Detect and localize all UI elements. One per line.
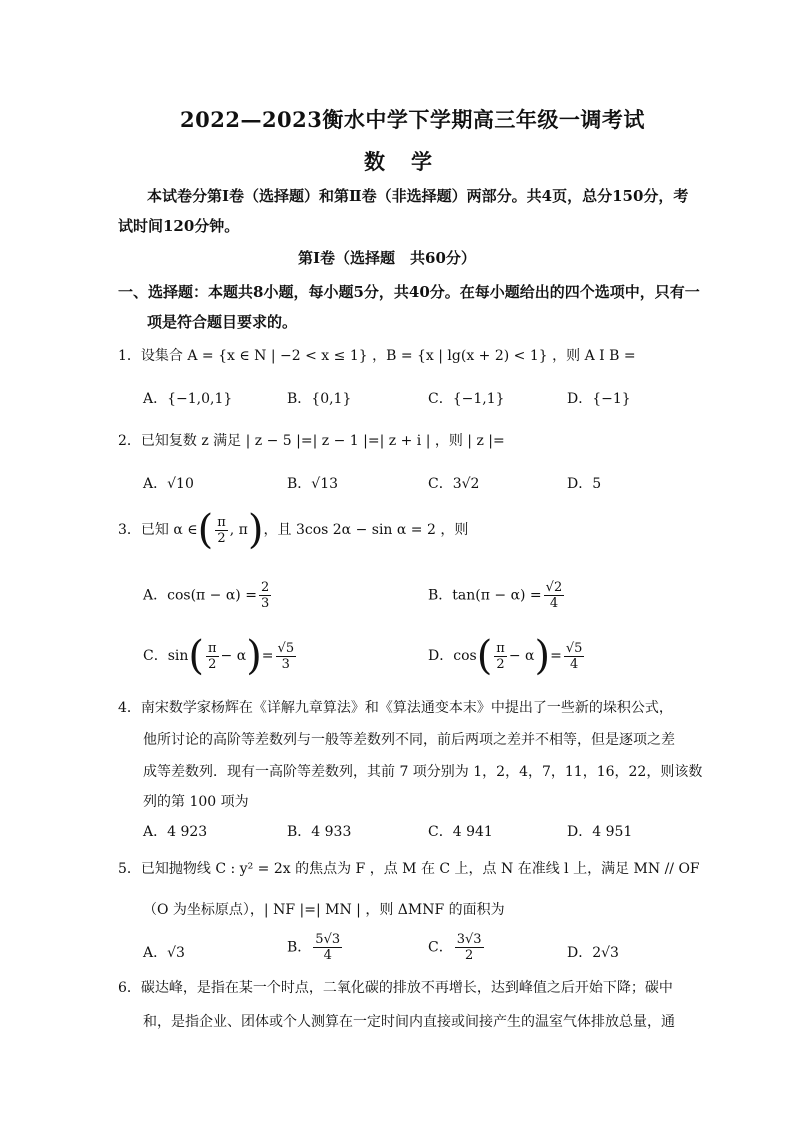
question-4-option-a: A．4 923 [143, 824, 208, 840]
question-1-option-b: B．{0,1} [287, 391, 352, 407]
question-4-line2: 他所讨论的高阶等差数列与一般等差数列不同，前后两项之差并不相等，但是逐项之差 [143, 732, 675, 748]
question-2-option-d: D．5 [567, 476, 602, 492]
subject-title: 数学 [364, 149, 458, 174]
question-2-option-c: C．3√2 [428, 476, 480, 492]
question-2-option-a: A．√10 [143, 476, 194, 492]
question-4-line4: 列的第 100 项为 [143, 794, 249, 810]
question-6-line1: 6．碳达峰，是指在某一个时点，二氧化碳的排放不再增长，达到峰值之后开始下降；碳中 [118, 980, 673, 996]
question-5-line2: （O 为坐标原点），| NF |=| MN | ，则 ΔMNF 的面积为 [143, 902, 505, 918]
question-4-line1: 4．南宋数学家杨辉在《详解九章算法》和《算法通变本末》中提出了一些新的垛积公式， [118, 700, 673, 716]
question-3-option-c: C．sin( $\frac{\pi}{2}$ − α)= $\frac{√5}{3}$ [143, 633, 295, 679]
question-1-option-a: A．{−1,0,1} [143, 391, 233, 407]
question-1-option-c: C．{−1,1} [428, 391, 505, 407]
exam-title: 2022—2023衡水中学下学期高三年级一调考试 [180, 107, 645, 132]
question-2-option-b: B．√13 [287, 476, 339, 492]
question-5-option-a: A．√3 [143, 945, 185, 961]
part1-heading-line1: 一、选择题：本题共8小题，每小题5分，共40分。在每小题给出的四个选项中，只有一 [118, 283, 700, 301]
question-5-option-c: C． $\frac{3√3}{2}$ [428, 932, 482, 963]
question-3-stem: 3．已知 α ∈( $\frac{\pi}{2}$ , π)，且 3cos 2α − sin α = 2 ，则 [118, 507, 469, 553]
question-3-option-b: B．tan(π − α) = $\frac{√2}{4}$ [428, 580, 563, 611]
question-3-option-a: A．cos(π − α) = $\frac{2}{3}$ [143, 580, 270, 611]
question-1-stem: 1．设集合 A = {x ∈ N | −2 < x ≤ 1} ，B = {x | lg(x + 2) < 1} ，则 A I B = [118, 348, 636, 364]
question-4-option-b: B．4 933 [287, 824, 352, 840]
section-title: 第Ⅰ卷（选择题 共60分） [298, 249, 476, 267]
question-4-option-c: C．4 941 [428, 824, 493, 840]
question-5-line1: 5．已知抛物线 C : y² = 2x 的焦点为 F ，点 M 在 C 上，点 N 在准线 l 上，满足 MN // OF [118, 861, 700, 877]
intro-text-line2: 试时间120分钟。 [118, 217, 240, 235]
question-3-option-d: D．cos( $\frac{\pi}{2}$ − α)= $\frac{√5}{4}$ [428, 633, 583, 679]
question-5-option-b: B． $\frac{5√3}{4}$ [287, 932, 341, 963]
question-1-option-d: D．{−1} [567, 391, 631, 407]
question-6-line2: 和，是指企业、团体或个人测算在一定时间内直接或间接产生的温室气体排放总量，通 [143, 1014, 675, 1030]
question-5-option-d: D．2√3 [567, 945, 619, 961]
question-4-option-d: D．4 951 [567, 824, 633, 840]
part1-heading-line2: 项是符合题目要求的。 [147, 313, 298, 331]
question-4-line3: 成等差数列．现有一高阶等差数列，其前 7 项分别为 1，2，4，7，11，16，22，则该数 [143, 764, 703, 780]
intro-text-line1: 本试卷分第Ⅰ卷（选择题）和第Ⅱ卷（非选择题）两部分。共4页，总分150分，考 [147, 187, 689, 205]
question-2-stem: 2．已知复数 z 满足 | z − 5 |=| z − 1 |=| z + i | ，则 | z |= [118, 433, 505, 449]
